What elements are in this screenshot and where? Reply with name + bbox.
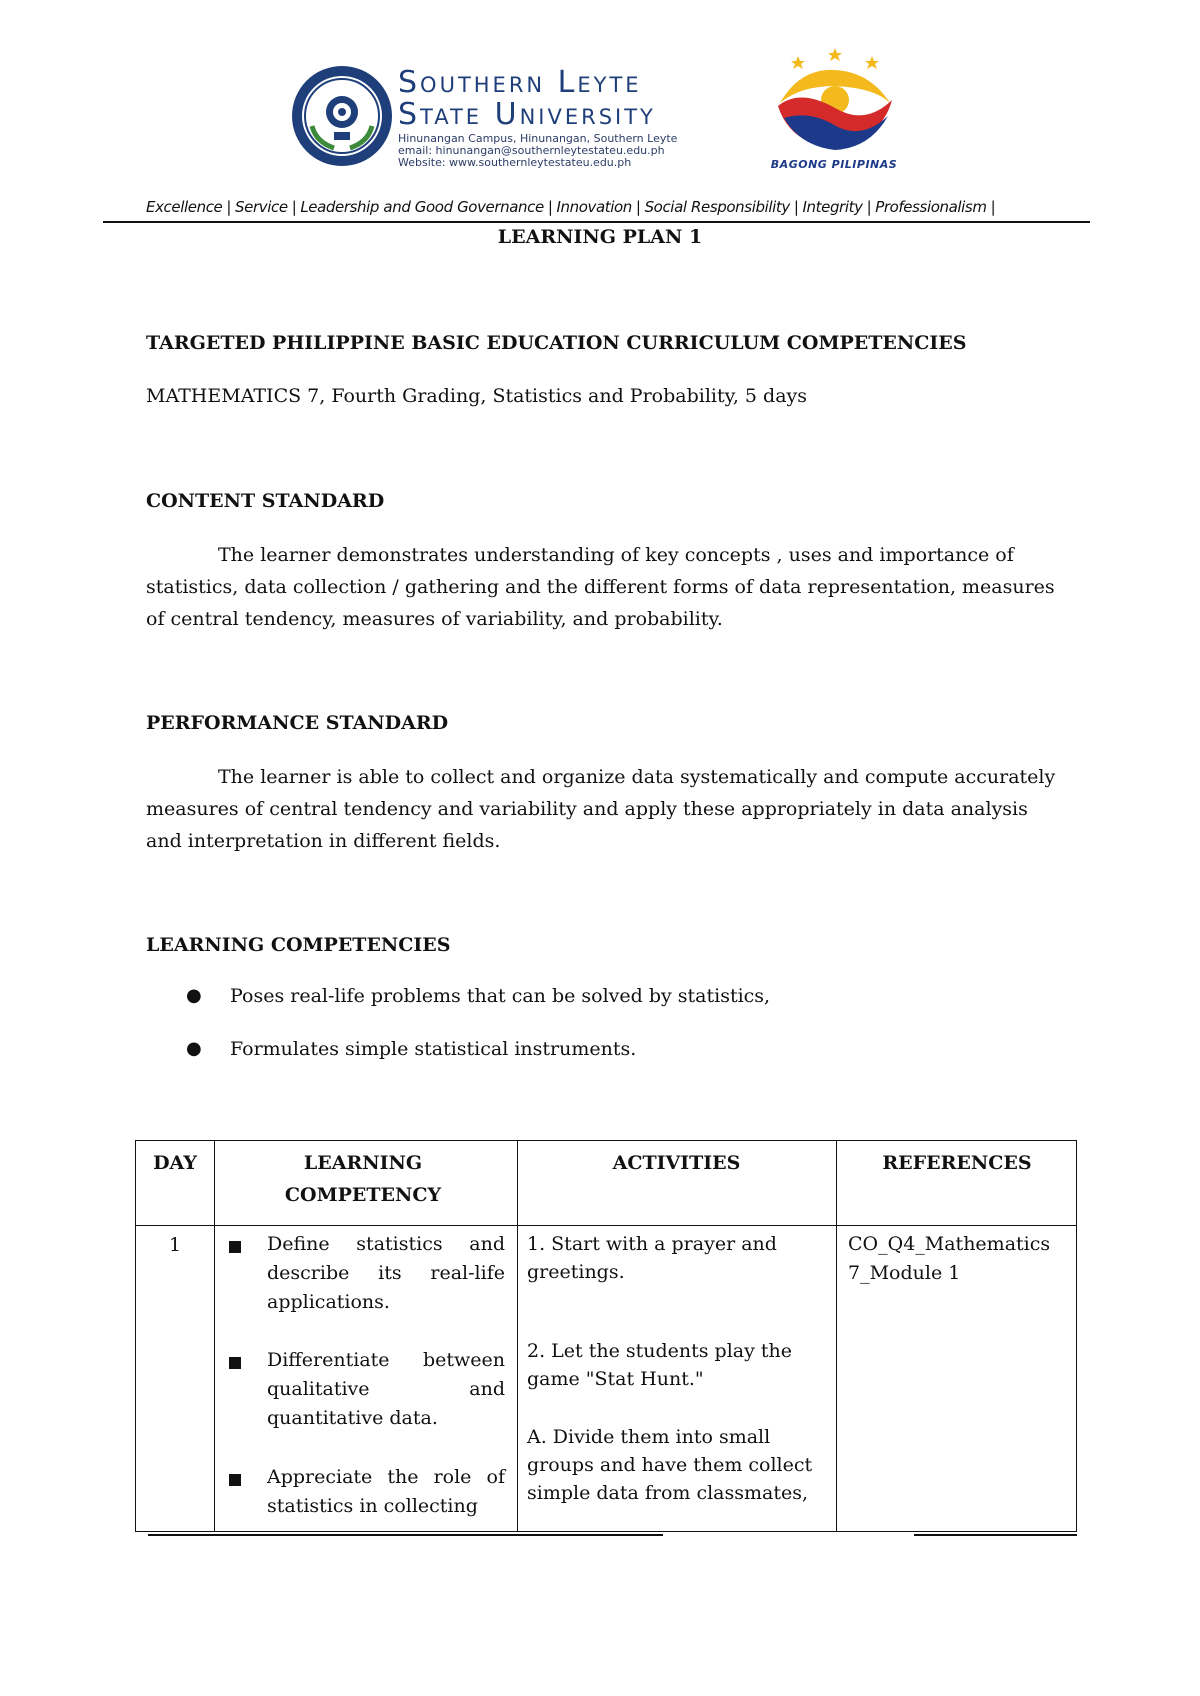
learning-plan-table (135, 1140, 1077, 1532)
header-divider (103, 221, 1090, 223)
targeted-competencies-heading: TARGETED PHILIPPINE BASIC EDUCATION CURRICULUM COMPETENCIES (146, 332, 967, 354)
table-header-divider (136, 1225, 1076, 1226)
learning-competencies-heading: LEARNING COMPETENCIES (146, 934, 451, 956)
header-learning-competency: LEARNING COMPETENCY (284, 1152, 442, 1206)
competency-item: Poses real-life problems that can be solved by statistics, (230, 985, 771, 1007)
bagong-pilipinas-logo (770, 48, 900, 158)
bullet-icon: ● (186, 985, 202, 1006)
university-email: email: hinunangan@southernleytestateu.edu.ph (398, 144, 665, 157)
activity-item: 2. Let the students play the game "Stat Hunt." (527, 1340, 793, 1390)
value-integrity: Integrity (802, 198, 863, 216)
value-social-responsibility: Social Responsibility (644, 198, 790, 216)
competency-item: Formulates simple statistical instruments. (230, 1038, 637, 1060)
values-separator: | (226, 198, 232, 216)
core-values-line (146, 198, 1046, 216)
university-website: Website: www.southernleytestateu.edu.ph (398, 156, 632, 169)
values-separator: | (635, 198, 641, 216)
values-separator: | (990, 198, 996, 216)
university-name-block (398, 66, 728, 169)
header-day: DAY (153, 1152, 197, 1174)
table-column-divider (836, 1141, 837, 1531)
value-professionalism: Professionalism (875, 198, 987, 216)
value-excellence: Excellence (146, 198, 223, 216)
university-seal-logo (290, 64, 394, 168)
footer-rule (914, 1534, 1077, 1536)
day-cell: 1 (168, 1234, 182, 1256)
header-references: REFERENCES (882, 1152, 1032, 1174)
header-activities: ACTIVITIES (612, 1152, 741, 1174)
performance-standard-paragraph (146, 761, 1066, 857)
competency-cell-item: Define statistics and describe its real-life applications. (267, 1233, 505, 1313)
square-bullet-icon (229, 1357, 241, 1369)
square-bullet-icon (229, 1474, 241, 1486)
competency-cell-item: Appreciate the role of statistics in collecting (267, 1466, 505, 1517)
performance-standard-heading: PERFORMANCE STANDARD (146, 712, 449, 734)
content-standard-text: The learner demonstrates understanding of key concepts , uses and importance of statistics, data collection / gathering and the different forms of data representation, measures of central tendency, measures of variability, and probability. (146, 544, 1055, 630)
value-innovation: Innovation (556, 198, 632, 216)
competency-cell-item: Differentiate between qualitative and quantitative data. (267, 1349, 505, 1429)
values-separator: | (291, 198, 297, 216)
campus-address: Hinunangan Campus, Hinunangan, Southern Leyte (398, 132, 678, 145)
bagong-pilipinas-text: BAGONG PILIPINAS (770, 158, 898, 171)
values-separator: | (793, 198, 799, 216)
activity-item: A. Divide them into small groups and have them collect simple data from classmates, (527, 1426, 813, 1504)
table-column-divider (214, 1141, 215, 1531)
footer-rule (148, 1534, 663, 1536)
values-separator: | (547, 198, 553, 216)
university-name-line2: State University (398, 97, 656, 132)
performance-standard-text: The learner is able to collect and organize data systematically and compute accurately measures of central tendency and variability and apply these appropriately in data analysis and interpretation in different fields. (146, 766, 1056, 852)
university-name-line1: Southern Leyte (398, 65, 642, 100)
activity-item: 1. Start with a prayer and greetings. (527, 1233, 777, 1283)
values-separator: | (866, 198, 872, 216)
square-bullet-icon (229, 1241, 241, 1253)
bullet-icon: ● (186, 1038, 202, 1059)
value-service: Service (235, 198, 288, 216)
table-column-divider (517, 1141, 518, 1531)
document-title: LEARNING PLAN 1 (497, 226, 703, 248)
targeted-competencies-text: MATHEMATICS 7, Fourth Grading, Statistics and Probability, 5 days (146, 385, 808, 407)
content-standard-paragraph (146, 539, 1066, 635)
references-cell: CO_Q4_Mathematics 7_Module 1 (848, 1233, 1051, 1284)
content-standard-heading: CONTENT STANDARD (146, 490, 385, 512)
value-leadership: Leadership and Good Governance (300, 198, 544, 216)
